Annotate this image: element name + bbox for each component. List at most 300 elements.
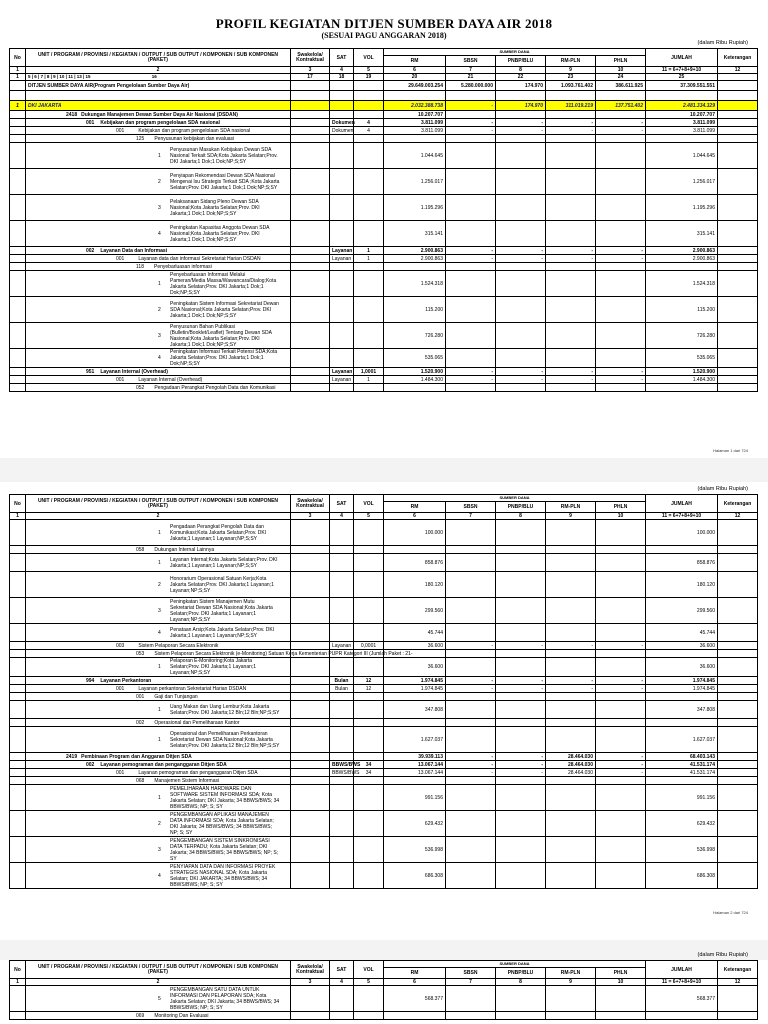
row-label: PENYIAPAN DATA DAN INFORMASI PROYEK STRATEGIS NASIONAL SDA; Kota Jakarta Selatan; DKI JAKARTA; 34 BBWS/BWS; 34 BBWS/BWS; NP; S; SY: [170, 863, 276, 888]
cell-vol: 4: [354, 119, 384, 127]
row-label: PENGEMBANGAN SISTEM SINKRONISASI DATA TERPADU; Kota Jakarta Selatan; DKI Jakarta; 34 BBWS/BWS; 34 BBWS/BWS; NP; S; SY: [170, 837, 279, 862]
document-page-1: [0, 0, 768, 458]
cell-jumlah: 1.520.900: [646, 368, 718, 376]
program-pnbp: 174.970: [496, 81, 546, 91]
colnum: 3: [291, 67, 330, 74]
colnum: 4: [330, 67, 354, 74]
row-label-cell: [26, 986, 291, 1012]
cell-sbsn: -: [446, 753, 496, 761]
row-label: Peningkatan Kapasitas Anggota Dewan SDA Nasional;Kota Jakarta Selatan;Prov. DKI Jakarta;1 Dok;1 Dok;NP;S;SY: [170, 224, 270, 243]
cell-rm: 536.998: [384, 837, 446, 863]
table-row: [10, 753, 758, 761]
cell-sat: Layanan: [330, 642, 354, 650]
colnum: 8: [496, 979, 546, 986]
header-rm: RM: [384, 56, 446, 67]
colnum-b: 8: [46, 74, 50, 79]
colnum: 12: [718, 979, 758, 986]
cell-jumlah: 536.998: [646, 837, 718, 863]
header-keterangan: Keterangan: [718, 495, 758, 513]
cell-rm: 115.200: [384, 297, 446, 323]
row-label-cell: [26, 221, 291, 247]
row-code: 4: [158, 230, 161, 237]
row-label: PENGEMBANGAN APLIKASI MANAJEMEN DATA INFORMASI SDA; Kota Jakarta Selatan; DKI Jakarta; 34 BBWS/BWS; 34 BBWS/BWS; NP; S; SY: [170, 811, 274, 836]
colnum-b: 16: [151, 74, 157, 79]
table-row: [10, 195, 758, 221]
cell-sbsn: -: [446, 761, 496, 769]
colnum: 1: [10, 513, 26, 520]
colnum: 10: [596, 979, 646, 986]
cell-rm: 2.900.863: [384, 247, 446, 255]
document-page-2: [0, 482, 768, 940]
header-rmpln: RM-PLN: [546, 502, 596, 513]
table-row: [10, 554, 758, 572]
cell-sat: Bulan: [330, 685, 354, 693]
colnum-b: 18: [330, 74, 354, 81]
cell-sbsn: -: [446, 368, 496, 376]
colnum: 7: [446, 979, 496, 986]
cell-sat: BBWS/BWS: [330, 761, 354, 769]
header-sumber-dana: SUMBER DANA: [384, 49, 646, 56]
cell-jumlah: 1.044.645: [646, 143, 718, 169]
page-separator: [0, 940, 768, 960]
colnum: 6: [384, 67, 446, 74]
colnum: 4: [330, 979, 354, 986]
row-label-cell: [26, 727, 291, 753]
row-code: 002: [86, 761, 95, 768]
colnum: 3: [291, 979, 330, 986]
cell-phln: -: [596, 247, 646, 255]
row-code: 3: [158, 204, 161, 211]
row-label: PENGEMBANGAN SATU DATA UNTUK INFORMASI DAN PELAPORAN SDA; Kota Jakarta Selatan; DKI Jakarta; 34 BBWS/BWS; 34 BBWS/BWS; NP; S; SY: [170, 986, 280, 1011]
colnum-b-group: 5 | 6 | 7 | 8 | 9 | 10 | 11 | 13 | 15 16: [26, 74, 291, 81]
cell-phln: -: [596, 376, 646, 384]
cell-pnbp: -: [496, 677, 546, 685]
row-code: 1: [158, 736, 161, 743]
row-label-cell: [26, 349, 291, 368]
colnum: 5: [354, 979, 384, 986]
cell-jumlah: 686.308: [646, 863, 718, 889]
row-label-cell: [26, 785, 291, 811]
cell-rm: 347.808: [384, 701, 446, 719]
table-row: [10, 642, 758, 650]
colnum: 11 = 6+7+8+9+10: [646, 979, 718, 986]
cell-rm: 1.974.845: [384, 685, 446, 693]
cell-phln: -: [596, 119, 646, 127]
table-row: [10, 376, 758, 384]
row-label-cell: [26, 677, 291, 685]
colnum: 4: [330, 513, 354, 520]
row-label-cell: [26, 376, 291, 384]
cell-jumlah: 2.900.863: [646, 247, 718, 255]
header-no: No: [10, 49, 26, 67]
cell-rm: 1.256.017: [384, 169, 446, 195]
row-label-cell: [26, 135, 291, 143]
colnum: 1: [10, 979, 26, 986]
header-keterangan: Keterangan: [718, 961, 758, 979]
cell-phln: -: [596, 255, 646, 263]
cell-rm: 1.484.300: [384, 376, 446, 384]
table-row: [10, 384, 758, 392]
colnum: 8: [496, 513, 546, 520]
row-label-cell: [26, 127, 291, 135]
header-rmpln: RM-PLN: [546, 56, 596, 67]
row-label-cell: [26, 642, 291, 650]
header-vol: VOL: [354, 961, 384, 979]
row-label-cell: [26, 195, 291, 221]
colnum: 2: [26, 979, 291, 986]
row-label-cell: [26, 572, 291, 598]
table-row: [10, 769, 758, 777]
cell-phln: -: [596, 753, 646, 761]
colnum-b: 20: [384, 74, 446, 81]
row-label-cell: [26, 247, 291, 255]
province-rmpln: 311.019.219: [546, 101, 596, 111]
header-unit: UNIT / PROGRAM / PROVINSI / KEGIATAN / OUTPUT / SUB OUTPUT / KOMPONEN / SUB KOMPONEN (PAKET): [26, 495, 291, 513]
row-label: Peningkatan Sistem Manajemen Mutu Sekretariat Dewan SDA Nasional;Kota Jakarta Selatan;Prov. DKI Jakarta;1 Layanan;1 Layanan;NP;S;SY: [170, 598, 273, 623]
header-phln: PHLN: [596, 968, 646, 979]
row-label-cell: [26, 624, 291, 642]
colnum-b: 10: [59, 74, 65, 79]
row-code: 4: [158, 629, 161, 636]
cell-rmpln: 28.464.030: [546, 761, 596, 769]
cell-vol: 1: [354, 255, 384, 263]
colnum: 10: [596, 67, 646, 74]
row-code: 2: [158, 820, 161, 827]
row-label: Uang Makan dan Uang Lembur;Kota Jakarta Selatan;Prov. DKI Jakarta;12 Bln;12 Bln;NP;S;SY: [170, 703, 280, 716]
row-label-cell: [26, 650, 413, 658]
cell-rmpln: -: [546, 685, 596, 693]
table-row: [10, 143, 758, 169]
row-label: Layanan Internal (Overhead): [100, 368, 168, 375]
cell-rm: 1.627.037: [384, 727, 446, 753]
cell-rm: 315.141: [384, 221, 446, 247]
row-label: Penyusunan Masukan Kebijakan Dewan SDA Nasional Terkait SDA;Kota Jakarta Selatan;Prov. DKI Jakarta;1 Dok;1 Dok;NP;S;SY: [170, 146, 278, 165]
header-swakelola: Swakelola/ Kontraktual: [291, 495, 330, 513]
header-vol: VOL: [354, 49, 384, 67]
cell-rmpln: -: [546, 127, 596, 135]
cell-jumlah: 180.120: [646, 572, 718, 598]
row-label-cell: [26, 811, 291, 837]
row-code: 001: [136, 693, 145, 700]
row-label: Penataan Arsip;Kota Jakarta Selatan;Prov. DKI Jakarta;1 Layanan;1 Layanan;NP;S;SY: [170, 626, 275, 639]
table-row: [10, 650, 758, 658]
row-label-cell: [26, 384, 291, 392]
header-rm: RM: [384, 502, 446, 513]
document-page-3: [0, 952, 768, 1024]
cell-jumlah: 1.974.845: [646, 677, 718, 685]
header-unit: UNIT / PROGRAM / PROVINSI / KEGIATAN / OUTPUT / SUB OUTPUT / KOMPONEN / SUB KOMPONEN (PAKET): [26, 49, 291, 67]
table-row: [10, 127, 758, 135]
row-label-cell: [26, 271, 291, 297]
cell-jumlah: 629.432: [646, 811, 718, 837]
header-pnbp: PNBP/BLU: [496, 502, 546, 513]
cell-jumlah: 68.403.143: [646, 753, 718, 761]
colnum-b: 25: [646, 74, 718, 81]
cell-jumlah: 1.974.845: [646, 685, 718, 693]
header-no: No: [10, 961, 26, 979]
row-label-cell: [26, 777, 291, 785]
row-label: Pembinaan Program dan Anggaran Ditjen SDA: [81, 753, 192, 760]
header-phln: PHLN: [596, 56, 646, 67]
program-sbsn: 5.280.000.000: [446, 81, 496, 91]
cell-rm: 1.520.900: [384, 368, 446, 376]
page-separator: [0, 458, 768, 482]
row-code: 1: [158, 152, 161, 159]
header-sat: SAT: [330, 495, 354, 513]
colnum: 8: [496, 67, 546, 74]
cell-jumlah: 100.000: [646, 520, 718, 546]
row-label: Operasional dan Pemeliharaan Kantor: [154, 719, 240, 726]
row-code: 053: [136, 650, 145, 657]
table-row: [10, 777, 758, 785]
cell-jumlah: 1.627.037: [646, 727, 718, 753]
row-label-cell: [26, 323, 291, 349]
header-sumber-dana: SUMBER DANA: [384, 961, 646, 968]
unit-note: (dalam Ribu Rupiah): [697, 40, 748, 46]
cell-rmpln: -: [546, 368, 596, 376]
colnum-b: 15: [85, 74, 91, 79]
cell-pnbp: -: [496, 247, 546, 255]
row-label: Sistem Pelaporan Secara Elektronik: [138, 642, 219, 649]
colnum: 11 = 6+7+8+9+10: [646, 513, 718, 520]
table-row: [10, 263, 758, 271]
cell-vol: 1: [354, 376, 384, 384]
colnum: 9: [546, 513, 596, 520]
row-label: Kebijakan dan program pengelolaan SDA nasional: [100, 119, 220, 126]
header-sat: SAT: [330, 961, 354, 979]
header-no: No: [10, 495, 26, 513]
cell-vol: 4: [354, 127, 384, 135]
cell-rm: 100.000: [384, 520, 446, 546]
cell-jumlah: 115.200: [646, 297, 718, 323]
cell-sat: Bulan: [330, 677, 354, 685]
cell-rm: 726.280: [384, 323, 446, 349]
table-row: [10, 863, 758, 889]
table-row: [10, 271, 758, 297]
table-row: [10, 572, 758, 598]
row-label-cell: [26, 143, 291, 169]
cell-jumlah: 858.876: [646, 554, 718, 572]
document-subtitle: (SESUAI PAGU ANGGARAN 2018): [321, 31, 447, 40]
row-label: Pengadaan Perangkat Pengolah Data dan Komunikasi: [154, 384, 276, 391]
cell-jumlah: 3.811.099: [646, 127, 718, 135]
row-label: Layanan Perkantoran: [100, 677, 152, 684]
row-label: Dukungan Internal Lainnya: [154, 546, 215, 553]
header-unit: UNIT / PROGRAM / PROVINSI / KEGIATAN / OUTPUT / SUB OUTPUT / KOMPONEN / SUB KOMPONEN (PAKET): [26, 961, 291, 979]
row-label: Pelaporan E-Monitoring;Kota Jakarta Selatan;Prov. DKI Jakarta;1 Layanan;1 Layanan;NP;S;SY: [170, 658, 257, 676]
cell-pnbp: -: [496, 769, 546, 777]
row-label-cell: [26, 297, 291, 323]
row-label: Layanan perkantoran Sekretariat Harian DSDAN: [138, 685, 247, 692]
cell-rm: 2.900.863: [384, 255, 446, 263]
table-row: [10, 1012, 758, 1020]
row-code: 001: [116, 769, 125, 776]
cell-rm: 3.811.099: [384, 119, 446, 127]
row-label: Layanan pemograman dan penganggaran Ditjen SDA: [138, 769, 258, 776]
cell-sbsn: -: [446, 255, 496, 263]
cell-jumlah: 45.744: [646, 624, 718, 642]
row-label-cell: [26, 658, 291, 677]
colnum: 10: [596, 513, 646, 520]
row-code: 069: [136, 1012, 145, 1019]
cell-pnbp: -: [496, 368, 546, 376]
cell-phln: -: [596, 127, 646, 135]
header-rm: RM: [384, 968, 446, 979]
cell-rm: 36.600: [384, 642, 446, 650]
cell-vol: 1,0001: [354, 368, 384, 376]
row-code: 3: [158, 607, 161, 614]
cell-phln: -: [596, 769, 646, 777]
row-code: 4: [158, 355, 161, 361]
cell-vol: 34: [354, 769, 384, 777]
row-code: 2419: [66, 753, 78, 760]
row-code: 4: [158, 872, 161, 879]
row-label: Penyusunan Bahan Publikasi (Bulletin/Booklet/Leaflet) Tentang Dewan SDA Nasional;Kota Jakarta Selatan;Prov. DKI Jakarta;1 Dok;1 Dok;NP;S;SY: [170, 323, 272, 348]
cell-vol: 12: [354, 685, 384, 693]
colnum: 2: [26, 513, 291, 520]
cell-phln: -: [596, 368, 646, 376]
colnum: 2: [26, 67, 291, 74]
row-code: 2: [158, 581, 161, 588]
header-sumber-dana: SUMBER DANA: [384, 495, 646, 502]
cell-sat: Layanan: [330, 247, 354, 255]
row-code: 1: [158, 664, 161, 670]
row-label: Gaji dan Tunjangan: [154, 693, 198, 700]
province-no: 1: [10, 101, 26, 111]
colnum-b: 11: [68, 74, 73, 79]
cell-jumlah: 347.808: [646, 701, 718, 719]
row-code: 068: [136, 777, 145, 784]
cell-jumlah: 568.377: [646, 986, 718, 1012]
row-label: Manajemen Sistem Informasi: [154, 777, 220, 784]
row-label: Pelaksanaan Sidang Pleno Dewan SDA Nasional;Kota Jakarta Selatan;Prov. DKI Jakarta;1 Dok;1 Dok;NP;S;SY: [170, 198, 260, 217]
header-sbsn: SBSN: [446, 502, 496, 513]
row-label-cell: [26, 119, 291, 127]
row-code: 058: [136, 546, 145, 553]
cell-vol: 12: [354, 677, 384, 685]
row-code: 1: [158, 559, 161, 566]
row-code: 001: [116, 255, 125, 262]
cell-rm: 686.308: [384, 863, 446, 889]
cell-sat: Dokumen: [330, 119, 354, 127]
cell-rm: 1.974.845: [384, 677, 446, 685]
row-code: 5: [158, 995, 161, 1002]
table-row: [10, 169, 758, 195]
province-row: [10, 101, 758, 111]
colnum: 9: [546, 979, 596, 986]
table-row: [10, 349, 758, 368]
cell-phln: -: [596, 761, 646, 769]
program-rmpln: 1.093.761.402: [546, 81, 596, 91]
cell-jumlah: 991.156: [646, 785, 718, 811]
row-code: 125: [136, 135, 145, 142]
row-code: 003: [116, 642, 125, 649]
table-row: [10, 693, 758, 701]
header-rmpln: RM-PLN: [546, 968, 596, 979]
cell-jumlah: 535.065: [646, 349, 718, 368]
table-row: [10, 719, 758, 727]
row-label: Peningkatan Informasi Terkait Potensi SDA;Kota Jakarta Selatan;Prov. DKI Jakarta;1 Dok;1 Dok;NP;S;SY: [170, 349, 278, 367]
row-label-cell: [26, 693, 291, 701]
colnum: 9: [546, 67, 596, 74]
row-label-cell: [26, 863, 291, 889]
row-code: 2: [158, 178, 161, 185]
table-row: [10, 119, 758, 127]
program-label: DITJEN SUMBER DAYA AIR(Program Pengelolaan Sumber Daya Air): [26, 81, 291, 91]
colnum: 6: [384, 979, 446, 986]
row-code: 2418: [66, 111, 78, 118]
row-label: Peningkatan Sistem Informasi Sekretariat Dewan SDA Nasional;Kota Jakarta Selatan;Prov. DKI Jakarta;1 Dok;1 Dok;NP;S;SY: [170, 300, 279, 319]
row-code: 002: [86, 247, 95, 254]
cell-jumlah: 726.280: [646, 323, 718, 349]
cell-jumlah: 2.900.863: [646, 255, 718, 263]
colnum: 7: [446, 513, 496, 520]
table-row: [10, 701, 758, 719]
cell-sat: Layanan: [330, 255, 354, 263]
cell-rmpln: 28.464.030: [546, 753, 596, 761]
row-label: Layanan pemograman dan penganggaran Ditjen SDA: [100, 761, 227, 768]
cell-pnbp: -: [496, 127, 546, 135]
budget-table: [9, 48, 758, 392]
header-jumlah: JUMLAH: [646, 961, 718, 979]
province-pnbp: 174.970: [496, 101, 546, 111]
province-jumlah: 2.481.334.329: [646, 101, 718, 111]
row-code: 001: [116, 376, 125, 383]
row-label: Penyusunan kebijakan dan evaluasi: [154, 135, 235, 142]
row-label-cell: [26, 598, 291, 624]
row-code: 002: [136, 719, 145, 726]
table-body-page-1: [10, 111, 758, 392]
row-label-cell: [26, 1012, 291, 1020]
table-row: [10, 255, 758, 263]
table-row: [10, 520, 758, 546]
cell-pnbp: -: [496, 119, 546, 127]
document-title: PROFIL KEGIATAN DITJEN SUMBER DAYA AIR 2018: [215, 16, 553, 31]
cell-rm: 1.195.296: [384, 195, 446, 221]
row-code: 3: [158, 332, 161, 339]
row-label: Layanan data dan informasi Sekretariat Harian DSDAN: [138, 255, 261, 262]
colnum: 6: [384, 513, 446, 520]
row-code: 001: [86, 119, 95, 126]
row-code: 001: [116, 685, 125, 692]
cell-rmpln: -: [546, 677, 596, 685]
header-phln: PHLN: [596, 502, 646, 513]
cell-rm: 535.065: [384, 349, 446, 368]
row-label: Operasional dan Pemeliharaan Perkantoran Sekretariat Dewan SDA Nasional;Kota Jakarta Selatan;Prov. DKI Jakarta;12 Bln;12 Bln;NP;S;SY: [170, 730, 280, 749]
colnum-b: 13: [76, 74, 82, 79]
cell-sbsn: -: [446, 376, 496, 384]
header-sbsn: SBSN: [446, 56, 496, 67]
cell-rmpln: -: [546, 255, 596, 263]
row-label-cell: [26, 255, 291, 263]
table-body-page-2: [10, 520, 758, 889]
colnum: 1: [10, 67, 26, 74]
colnum-b: 7: [40, 74, 44, 79]
table-row: [10, 135, 758, 143]
cell-rm: 36.600: [384, 658, 446, 677]
row-label-cell: [26, 111, 291, 119]
budget-table: [9, 494, 758, 889]
colnum: 11 = 6+7+8+9+10: [646, 67, 718, 74]
row-label: Penyebarluasan Informasi Melalui Pameran/Media Massa/Wawancara/Dialog;Kota Jakarta Selatan;Prov. DKI Jakarta;1 Dok;1 Dok;NP;S;SY: [170, 271, 277, 296]
table-row: [10, 837, 758, 863]
table-row: [10, 658, 758, 677]
cell-rmpln: -: [546, 119, 596, 127]
table-row: [10, 297, 758, 323]
cell-pnbp: -: [496, 685, 546, 693]
colnum: 12: [718, 513, 758, 520]
cell-jumlah: 41.531.174: [646, 761, 718, 769]
